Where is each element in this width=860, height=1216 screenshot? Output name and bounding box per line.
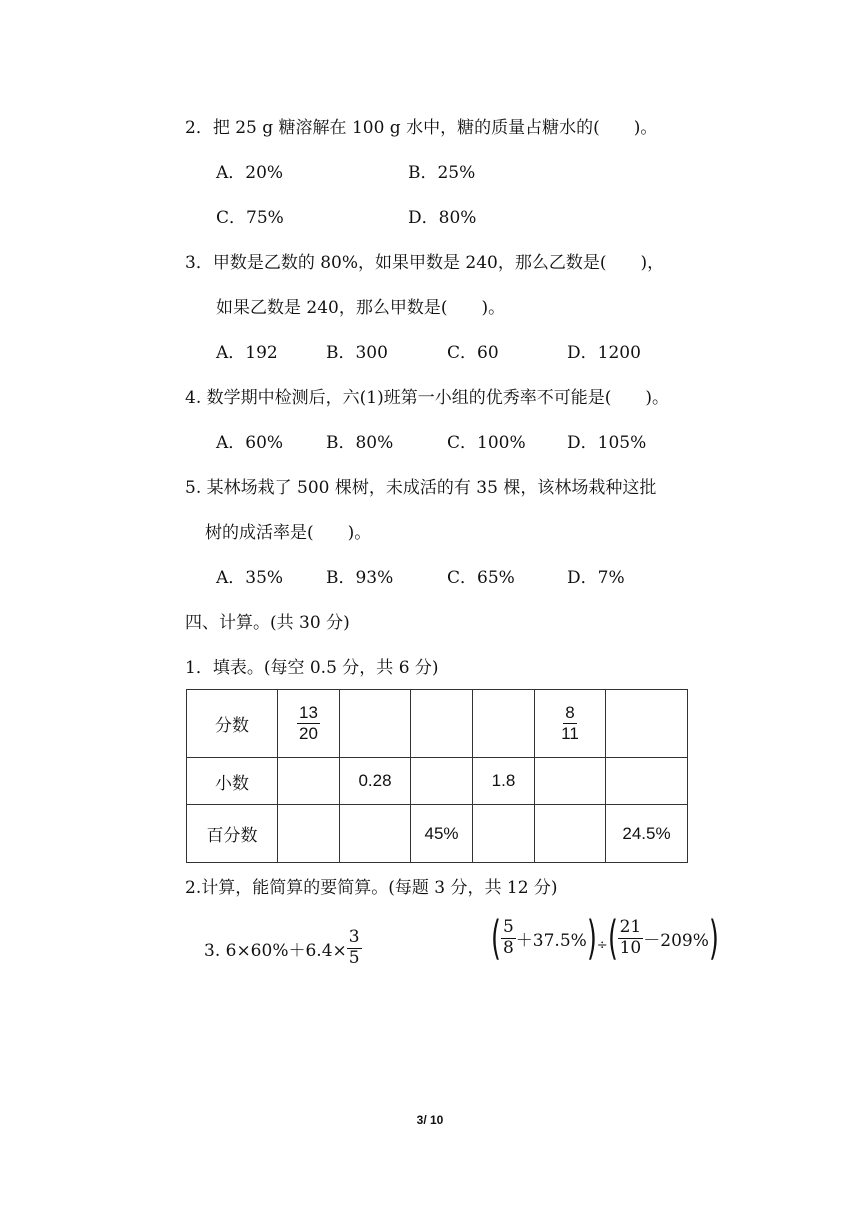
question-5-stem-line2: 树的成活率是( )。 [205, 523, 372, 543]
table-cell [340, 805, 411, 863]
table-cell [535, 805, 606, 863]
table-cell: 24.5% [606, 805, 688, 863]
fraction [347, 928, 362, 968]
q5-option-a: A．35% [216, 568, 284, 588]
q2-option-b: B．25% [408, 163, 476, 183]
q4-option-d: D．105% [567, 433, 647, 453]
calc-expression-1 [204, 928, 362, 968]
fraction-denominator: 11 [561, 724, 579, 743]
table-cell [473, 805, 535, 863]
row-header-fraction: 分数 [187, 690, 278, 758]
table-cell [278, 690, 340, 758]
page-number: 3/ 10 [416, 1113, 444, 1127]
table-cell-empty [411, 690, 473, 758]
table-row-fraction [187, 690, 688, 758]
q2-option-d: D．80% [408, 208, 477, 228]
fraction-numerator: 13 [299, 703, 318, 723]
table-cell [278, 805, 340, 863]
fraction [559, 703, 581, 743]
left-paren: ( [607, 911, 618, 965]
table-cell [606, 758, 688, 805]
section-4-sub2: 2.计算，能简算的要简算。(每题 3 分，共 12 分) [185, 878, 558, 898]
fraction-denominator: 20 [299, 724, 318, 743]
question-3-stem-line1: 3．甲数是乙数的 80%，如果甲数是 240，那么乙数是( )， [185, 253, 665, 273]
q3-option-a: A．192 [216, 343, 278, 363]
left-paren: ( [491, 911, 501, 965]
row-header-percent: 百分数 [187, 805, 278, 863]
fraction [618, 918, 644, 958]
table-cell [535, 690, 606, 758]
division-sign: ÷ [596, 937, 608, 953]
table-cell: 1.8 [473, 758, 535, 805]
q5-option-c: C．65% [447, 568, 515, 588]
right-paren: ) [586, 911, 597, 965]
q4-option-b: B．80% [326, 433, 394, 453]
table-cell-empty [606, 690, 688, 758]
q3-option-b: B．300 [326, 343, 388, 363]
fraction-denominator: 8 [502, 937, 514, 958]
q4-option-c: C．100% [447, 433, 526, 453]
fraction [297, 703, 320, 743]
q3-option-d: D．1200 [567, 343, 641, 363]
question-4-stem: 4. 数学期中检测后，六(1)班第一小组的优秀率不可能是( )。 [185, 388, 669, 408]
fraction-numerator: 8 [565, 703, 575, 723]
calc1-prefix: 3. 6×60%＋6.4× [204, 940, 347, 961]
q5-option-d: D．7% [567, 568, 625, 588]
fraction-numerator: 5 [502, 916, 514, 937]
conversion-table [186, 689, 688, 863]
section-4-sub1: 1．填表。(每空 0.5 分，共 6 分) [185, 658, 439, 678]
table-cell-empty [473, 690, 535, 758]
fraction [501, 918, 516, 958]
table-row-decimal [187, 758, 688, 805]
q2-option-c: C．75% [216, 208, 284, 228]
question-3-stem-line2: 如果乙数是 240，那么甲数是( )。 [216, 298, 506, 318]
fraction-numerator: 21 [619, 916, 642, 937]
fraction-denominator: 10 [619, 937, 642, 958]
question-5-stem-line1: 5. 某林场栽了 500 棵树，未成活的有 35 棵，该林场栽种这批 [185, 478, 657, 498]
q5-option-b: B．93% [326, 568, 394, 588]
table-row-percent [187, 805, 688, 863]
calc2-term1: ＋37.5% [515, 930, 587, 951]
q2-option-a: A．20% [216, 163, 284, 183]
q3-option-c: C．60 [447, 343, 499, 363]
q4-option-a: A．60% [216, 433, 284, 453]
table-cell [535, 758, 606, 805]
row-header-decimal: 小数 [187, 758, 278, 805]
calc-expression-2 [491, 911, 719, 965]
calc2-term2: －209% [643, 930, 709, 951]
section-4-heading: 四、计算。(共 30 分) [185, 613, 350, 633]
table-cell [411, 758, 473, 805]
right-paren: ) [708, 911, 719, 965]
table-cell-empty [340, 690, 411, 758]
table-cell: 0.28 [340, 758, 411, 805]
fraction-numerator: 3 [348, 927, 360, 947]
table-cell [278, 758, 340, 805]
question-2-stem: 2．把 25 g 糖溶解在 100 g 水中，糖的质量占糖水的( )。 [185, 118, 658, 138]
table-cell: 45% [411, 805, 473, 863]
fraction-denominator: 5 [348, 947, 360, 968]
